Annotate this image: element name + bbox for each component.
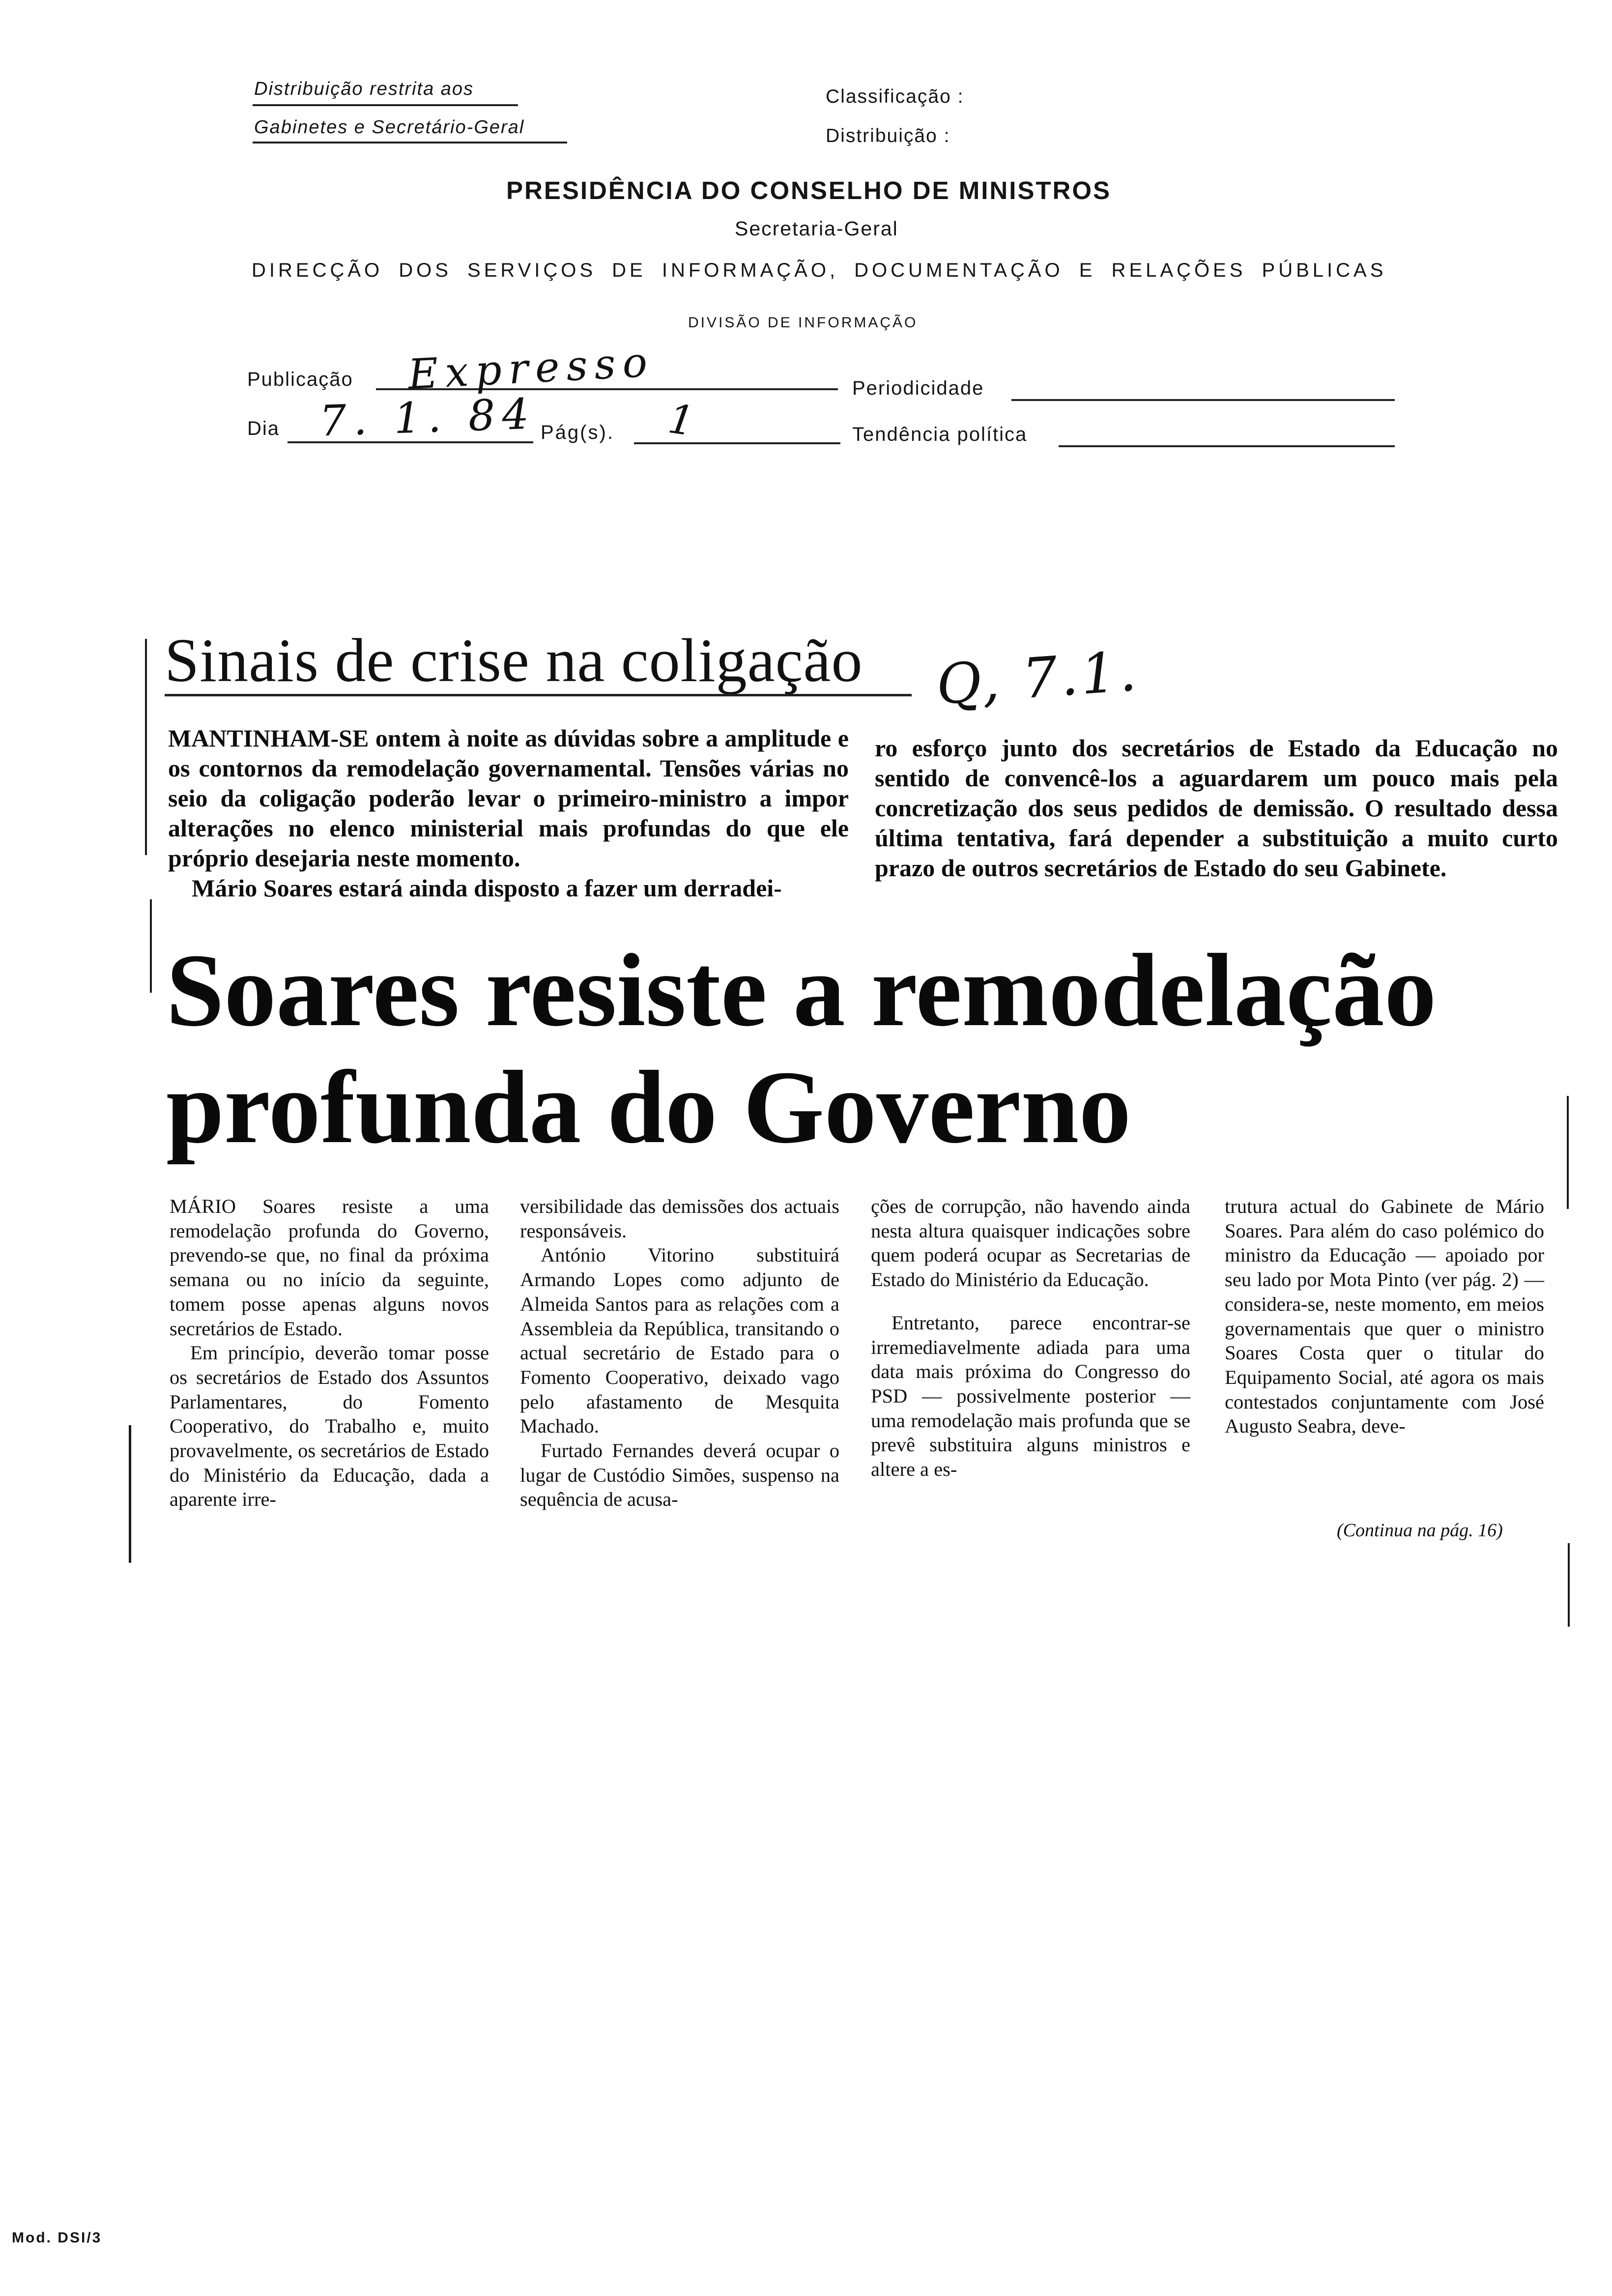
main-headline-line-1: Soares resiste a remodelação [166,932,1437,1048]
body-column-1 [170,1194,489,1512]
col3-paragraph-1: ções de corrupção, não havendo ainda nesta altura quaisquer indicações sobre quem poderá ocupar as Secretarias de Estado do Ministério da Educação. [871,1195,1190,1291]
body-column-2 [520,1194,839,1512]
col2-paragraph-2: António Vitorino substituirá Armando Lopes como adjunto de Almeida Santos para as relações com a Assembleia da República, transitando o actual secretário de Estado para o Fomento Cooperativo, deixado vago pelo afastamento de Mesquita Machado. [520,1244,839,1437]
institution-subtitle: Secretaria-Geral [735,217,898,240]
col2-paragraph-3: Furtado Fernandes deverá ocupar o lugar de Custódio Simões, suspenso na sequência de acusa- [520,1439,839,1511]
clipping-edge-right [1567,1096,1569,1209]
routing-underline-2 [253,142,567,144]
body-column-4 [1225,1194,1544,1438]
handwritten-date-note: Q, 7.1. [934,639,1142,718]
clipping-edge-left-top [145,639,147,855]
lead-left-paragraph-2: Mário Soares estará ainda disposto a fazer um derradei- [192,874,782,902]
periodicidade-line [1011,399,1395,401]
institution-title: PRESIDÊNCIA DO CONSELHO DE MINISTROS [506,176,1112,204]
kicker-headline: Sinais de crise na coligação [165,627,863,695]
publicacao-label: Publicação [247,369,353,390]
routing-line-1: Distribuição restrita aos [254,79,474,99]
main-headline-line-2: profunda do Governo [166,1049,1131,1165]
col1-paragraph-2: Em princípio, deverão tomar posse os secretários de Estado dos Assuntos Parlamentares, do Fomento Cooperativo, do Trabalho e, muito provavelmente, os secretários de Estado do Ministério da Educação, dada a aparente irre- [170,1342,489,1511]
dia-handwritten: 7. 1. 84 [318,389,537,446]
tendencia-label: Tendência política [852,424,1028,445]
directorate-name: DIRECÇÃO DOS SERVIÇOS DE INFORMAÇÃO, DOCUMENTAÇÃO E RELAÇÕES PÚBLICAS [252,259,1387,281]
division-name: DIVISÃO DE INFORMAÇÃO [688,315,918,331]
tendencia-line [1059,445,1395,447]
distribuicao-label: Distribuição : [826,125,950,146]
pags-handwritten: 1 [665,395,697,446]
col4-paragraph-1: trutura actual do Gabinete de Mário Soares. Para além do caso polémico do ministro da Educação — apoiado por seu lado por Mota Pinto (ver pág. 2) — considera-se, neste momento, em meios governamentais que quer o ministro Soares Costa quer o titular do Equipamento Social, até agora os mais contestados conjuntamente com José Augusto Seabra, deve- [1225,1195,1544,1437]
body-column-3 [871,1194,1190,1482]
routing-underline-1 [253,104,518,106]
dia-label: Dia [247,418,280,439]
col2-paragraph-1: versibilidade das demissões dos actuais responsáveis. [520,1195,839,1242]
clipping-edge-left-mid [150,899,152,993]
lead-left-paragraph-1: MANTINHAM-SE ontem à noite as dúvidas sobre a amplitude e os contornos da remodelação governamental. Tensões várias no seio da coligação poderão levar o primeiro-ministro a impor alterações no elenco ministerial mais profundas do que ele próprio desejaria neste momento. [168,724,849,872]
form-code: Mod. DSI/3 [12,2230,102,2246]
lead-left-column [168,723,849,903]
lead-right-column: ro esforço junto dos secretários de Estado da Educação no sentido de convencê-los a aguardarem um pouco mais pela concretização dos seus pedidos de demissão. O resultado dessa última tentativa, fará depender a substituição a muito curto prazo de outros secretários de Estado do seu Gabinete. [875,734,1558,882]
publicacao-handwritten: Expresso [406,337,656,399]
pags-label: Pág(s). [541,422,614,443]
col1-paragraph-1: MÁRIO Soares resiste a uma remodelação profunda do Governo, prevendo-se que, no final da próxima semana ou no início da seguinte, tomem posse apenas alguns novos secretários de Estado. [170,1195,489,1340]
periodicidade-label: Periodicidade [852,377,984,399]
clipping-edge-left-low [129,1425,131,1563]
kicker-underline [165,694,912,696]
col3-paragraph-2: Entretanto, parece encontrar-se irremediavelmente adiada para uma data mais próxima do Congresso do PSD — possivelmente posterior — uma remodelação mais profunda que se prevê substituira alguns ministros e altere a es- [871,1311,1190,1481]
pags-line [634,442,840,444]
routing-line-2: Gabinetes e Secretário-Geral [254,117,525,138]
continuation-note: (Continua na pág. 16) [1337,1520,1503,1541]
clipping-edge-right-low [1568,1543,1570,1627]
classificacao-label: Classificação : [826,86,964,107]
